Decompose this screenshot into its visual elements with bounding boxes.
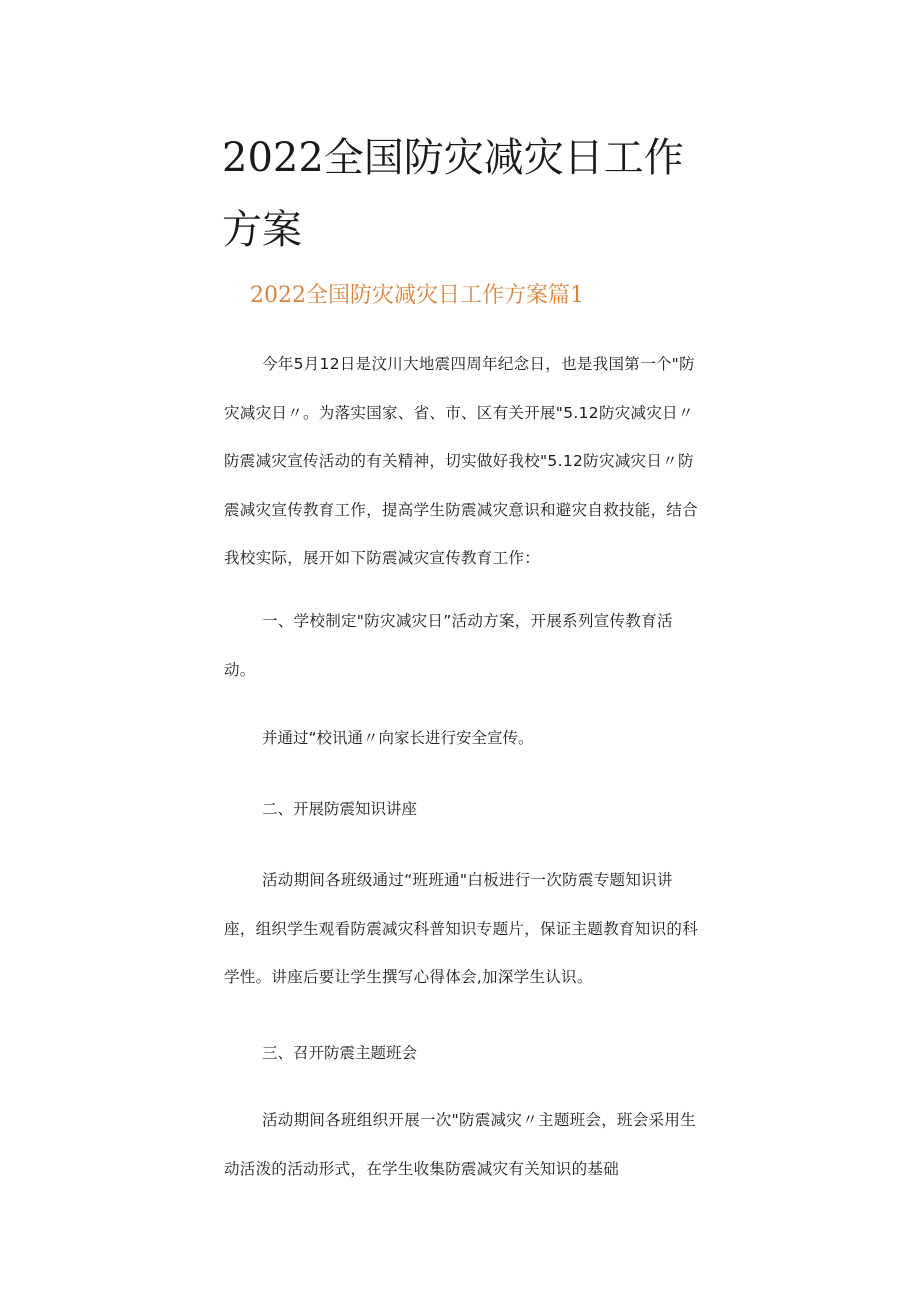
- notice-paragraph: 并通过“校讯通〃向家长进行安全宣传。: [262, 729, 534, 747]
- section-heading-three: 三、召开防震主题班会: [262, 1044, 418, 1062]
- item-one-paragraph: 一、学校制定"防灾减灾日”活动方案，开展系列宣传教育活动。: [224, 612, 673, 679]
- lecture-paragraph: 活动期间各班级通过“班班通"白板进行一次防震专题知识讲座，组织学生观看防震减灾科普知识专题片，保证主题教育知识的科学性。讲座后要让学生撰写心得体会,加深学生认识。: [224, 871, 699, 986]
- document-title: 2022全国防灾减灾日工作方案: [222, 135, 684, 253]
- class-meeting-paragraph: 活动期间各班组织开展一次"防震减灾〃主题班会，班会采用生动活泼的活动形式，在学生收集防震减灾有关知识的基础: [224, 1111, 697, 1178]
- section-heading-two: 二、开展防震知识讲座: [262, 800, 418, 818]
- intro-paragraph: 今年5月12日是汶川大地震四周年纪念日，也是我国第一个"防灾减灾日〃。为落实国家、省、市、区有关开展"5.12防灾减灾日〃防震减灾宣传活动的有关精神，切实做好我校"5.12防灾减灾日〃防震减灾宣传教育工作，提高学生防震减灾意识和避灾自救技能，结合我校实际，展开如下防震减灾宣传教育工作：: [224, 355, 699, 567]
- section-subtitle: 2022全国防灾减灾日工作方案篇1: [250, 283, 584, 308]
